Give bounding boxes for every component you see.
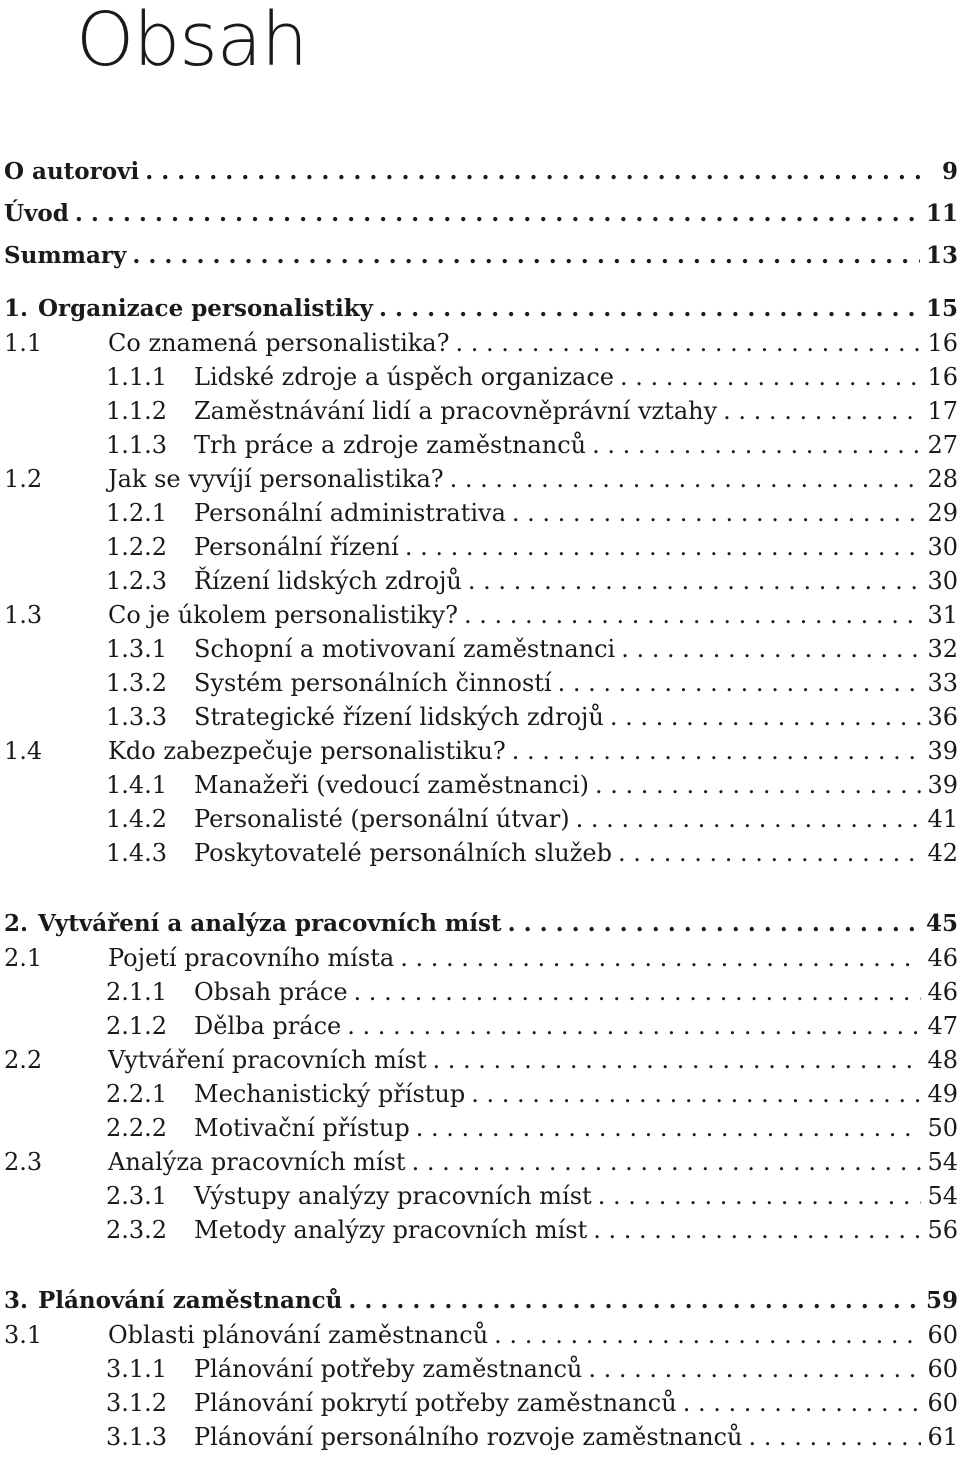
dot-leader <box>433 1043 922 1077</box>
dot-leader <box>592 428 921 462</box>
toc-entry-label: Personální řízení <box>194 533 399 561</box>
toc-entry-number: 1.3.2 <box>106 669 168 697</box>
toc-entry-label: Zaměstnávání lidí a pracovněprávní vztahy <box>194 397 718 425</box>
toc-entry-page: 46 <box>927 978 958 1006</box>
toc-entry-label: Metody analýzy pracovních míst <box>194 1216 588 1244</box>
toc-entry-label: Systém personálních činností <box>194 669 552 697</box>
dot-leader <box>354 975 922 1009</box>
toc-entry-number: 1.2.2 <box>106 533 168 561</box>
toc-entry[interactable] <box>4 1420 958 1454</box>
toc-entry-label: Co je úkolem personalistiky? <box>108 601 458 629</box>
toc-entry[interactable] <box>4 1077 958 1111</box>
toc-entry[interactable] <box>4 1213 958 1247</box>
toc-entry-page: 31 <box>927 601 958 629</box>
toc-entry-label: Trh práce a zdroje zaměstnanců <box>194 431 587 459</box>
toc-entry[interactable] <box>4 1043 958 1077</box>
toc-entry-page: 9 <box>941 158 958 185</box>
toc-entry-number: 2.1 <box>4 944 43 972</box>
toc-entry-page: 48 <box>927 1046 958 1074</box>
toc-entry-label: Kdo zabezpečuje personalistiku? <box>108 737 506 765</box>
toc-entry-label: Poskytovatelé personálních služeb <box>194 839 612 867</box>
toc-entry-label: Vytváření pracovních míst <box>108 1046 427 1074</box>
toc-entry-page: 15 <box>925 295 958 322</box>
toc-entry-page: 41 <box>927 805 958 833</box>
toc-entry-number: 2. <box>4 910 29 937</box>
toc-entry-page: 30 <box>927 567 958 595</box>
toc-entry[interactable] <box>4 530 958 564</box>
toc-entry[interactable] <box>4 155 958 189</box>
toc-entry-label: Mechanistický přístup <box>194 1080 466 1108</box>
toc-entry[interactable] <box>4 666 958 700</box>
toc-entry-number: 1.2.3 <box>106 567 168 595</box>
toc-entry[interactable] <box>4 394 958 428</box>
toc-entry[interactable] <box>4 975 958 1009</box>
toc-entry[interactable] <box>4 197 958 231</box>
toc-entry-page: 17 <box>927 397 958 425</box>
dot-leader <box>348 1284 920 1318</box>
toc-entry-page: 30 <box>927 533 958 561</box>
dot-leader <box>400 941 921 975</box>
toc-entry-page: 33 <box>927 669 958 697</box>
toc-entry-label: Summary <box>4 242 127 269</box>
toc-entry-page: 49 <box>927 1080 958 1108</box>
toc-entry-label: Obsah práce <box>194 978 348 1006</box>
toc-entry[interactable] <box>4 1145 958 1179</box>
toc-entry-number: 2.3.2 <box>106 1216 168 1244</box>
toc-entry[interactable] <box>4 428 958 462</box>
toc-entry-page: 60 <box>927 1389 958 1417</box>
toc-entry-number: 2.3.1 <box>106 1182 168 1210</box>
toc-entry[interactable] <box>4 836 958 870</box>
dot-leader <box>512 496 922 530</box>
toc-entry-page: 39 <box>927 771 958 799</box>
toc-entry[interactable] <box>4 700 958 734</box>
dot-leader <box>450 462 922 496</box>
dot-leader <box>464 598 921 632</box>
toc-entry[interactable] <box>4 1179 958 1213</box>
toc-entry-number: 1.2.1 <box>106 499 168 527</box>
toc-entry[interactable] <box>4 462 958 496</box>
dot-leader <box>132 239 920 273</box>
dot-leader <box>593 1213 921 1247</box>
toc-entry-page: 27 <box>927 431 958 459</box>
dot-leader <box>512 734 922 768</box>
toc-entry-page: 54 <box>927 1182 958 1210</box>
toc-entry-number: 1.3.1 <box>106 635 168 663</box>
dot-leader <box>471 1077 921 1111</box>
toc-entry-number: 1.4.1 <box>106 771 168 799</box>
toc-entry[interactable] <box>4 1352 958 1386</box>
toc-entry-number: 1.1.3 <box>106 431 168 459</box>
dot-leader <box>683 1386 922 1420</box>
toc-entry-number: 1.1 <box>4 329 43 357</box>
toc-entry[interactable] <box>4 1386 958 1420</box>
toc-entry-page: 47 <box>927 1012 958 1040</box>
dot-leader <box>379 292 920 326</box>
toc-entry[interactable] <box>4 292 958 326</box>
toc-entry[interactable] <box>4 802 958 836</box>
toc-entry-number: 3.1.2 <box>106 1389 168 1417</box>
toc-entry[interactable] <box>4 1009 958 1043</box>
dot-leader <box>621 632 921 666</box>
toc-entry[interactable] <box>4 326 958 360</box>
toc-entry[interactable] <box>4 360 958 394</box>
toc-entry-number: 1. <box>4 295 29 322</box>
toc-entry-number: 2.2.1 <box>106 1080 168 1108</box>
dot-leader <box>145 155 926 189</box>
toc-entry-label: Schopní a motivovaní zaměstnanci <box>194 635 616 663</box>
toc-entry[interactable] <box>4 941 958 975</box>
toc-entry[interactable] <box>4 632 958 666</box>
toc-entry-label: Plánování pokrytí potřeby zaměstnanců <box>194 1389 677 1417</box>
toc-entry-label: Lidské zdroje a úspěch organizace <box>194 363 614 391</box>
toc-entry[interactable] <box>4 496 958 530</box>
toc-entry-page: 39 <box>927 737 958 765</box>
toc-entry[interactable] <box>4 734 958 768</box>
dot-leader <box>576 802 922 836</box>
toc-entry-label: Plánování personálního rozvoje zaměstnanců <box>194 1423 743 1451</box>
dot-leader <box>494 1318 921 1352</box>
toc-entry-label: Oblasti plánování zaměstnanců <box>108 1321 489 1349</box>
toc-entry-page: 60 <box>927 1355 958 1383</box>
toc-entry[interactable] <box>4 1111 958 1145</box>
toc-entry-label: Personální administrativa <box>194 499 506 527</box>
toc-entry-page: 56 <box>927 1216 958 1244</box>
toc-entry-number: 3.1 <box>4 1321 43 1349</box>
dot-leader <box>610 700 922 734</box>
toc-entry-label: Organizace personalistiky <box>38 295 374 322</box>
dot-leader <box>416 1111 922 1145</box>
dot-leader <box>347 1009 921 1043</box>
page-title: Obsah <box>76 0 308 83</box>
toc-entry-page: 28 <box>927 465 958 493</box>
dot-leader <box>620 360 921 394</box>
toc-entry-number: 1.3.3 <box>106 703 168 731</box>
toc-entry-number: 1.4.2 <box>106 805 168 833</box>
toc-entry[interactable] <box>4 239 958 273</box>
toc-entry-page: 45 <box>925 910 958 937</box>
toc-entry-page: 13 <box>925 242 958 269</box>
toc-entry-label: Řízení lidských zdrojů <box>194 567 462 595</box>
toc-entry-page: 16 <box>927 363 958 391</box>
toc-entry-page: 54 <box>927 1148 958 1176</box>
toc-entry-number: 2.1.2 <box>106 1012 168 1040</box>
dot-leader <box>558 666 922 700</box>
dot-leader <box>723 394 921 428</box>
dot-leader <box>595 768 921 802</box>
toc-entry-label: Personalisté (personální útvar) <box>194 805 570 833</box>
dot-leader <box>748 1420 921 1454</box>
toc-entry-label: Plánování zaměstnanců <box>38 1287 343 1314</box>
toc-entry-page: 60 <box>927 1321 958 1349</box>
toc-entry-page: 16 <box>927 329 958 357</box>
toc-entry[interactable] <box>4 598 958 632</box>
dot-leader <box>618 836 922 870</box>
dot-leader <box>508 907 920 941</box>
toc-entry-number: 2.2.2 <box>106 1114 168 1142</box>
toc-entry-number: 2.3 <box>4 1148 43 1176</box>
toc-entry-page: 36 <box>927 703 958 731</box>
toc-entry-number: 1.4.3 <box>106 839 168 867</box>
toc-entry-number: 2.1.1 <box>106 978 168 1006</box>
dot-leader <box>75 197 920 231</box>
toc-entry-page: 61 <box>927 1423 958 1451</box>
dot-leader <box>405 530 922 564</box>
toc-entry-number: 1.1.2 <box>106 397 168 425</box>
toc-entry[interactable] <box>4 1318 958 1352</box>
toc-entry[interactable] <box>4 768 958 802</box>
toc-entry-label: Strategické řízení lidských zdrojů <box>194 703 604 731</box>
toc-entry-label: Vytváření a analýza pracovních míst <box>38 910 502 937</box>
toc-entry-label: Výstupy analýzy pracovních míst <box>194 1182 592 1210</box>
toc-entry-page: 32 <box>927 635 958 663</box>
toc-entry-page: 50 <box>927 1114 958 1142</box>
toc-entry-number: 1.2 <box>4 465 43 493</box>
toc-entry[interactable] <box>4 564 958 598</box>
toc-entry-label: Pojetí pracovního místa <box>108 944 395 972</box>
dot-leader <box>588 1352 921 1386</box>
toc-entry-number: 3.1.1 <box>106 1355 168 1383</box>
toc-entry-label: Analýza pracovních míst <box>108 1148 406 1176</box>
toc-entry-number: 3.1.3 <box>106 1423 168 1451</box>
toc-entry-label: Plánování potřeby zaměstnanců <box>194 1355 583 1383</box>
toc-entry-label: Jak se vyvíjí personalistika? <box>108 465 444 493</box>
dot-leader <box>412 1145 922 1179</box>
toc-entry-label: Úvod <box>4 200 69 227</box>
toc-entry-page: 42 <box>927 839 958 867</box>
toc-entry-page: 59 <box>925 1287 958 1314</box>
toc-entry-label: Dělba práce <box>194 1012 342 1040</box>
toc-entry-number: 1.3 <box>4 601 43 629</box>
toc-entry-number: 1.4 <box>4 737 43 765</box>
dot-leader <box>455 326 921 360</box>
toc-entry-page: 11 <box>925 200 958 227</box>
toc-entry-number: 1.1.1 <box>106 363 168 391</box>
toc-entry-page: 29 <box>927 499 958 527</box>
toc-entry-label: Co znamená personalistika? <box>108 329 450 357</box>
toc-entry-page: 46 <box>927 944 958 972</box>
dot-leader <box>468 564 922 598</box>
toc-entry-label: O autorovi <box>4 158 140 185</box>
toc-entry-number: 2.2 <box>4 1046 43 1074</box>
toc-entry-number: 3. <box>4 1287 29 1314</box>
dot-leader <box>598 1179 922 1213</box>
toc-entry-label: Manažeři (vedoucí zaměstnanci) <box>194 771 589 799</box>
toc-entry-label: Motivační přístup <box>194 1114 410 1142</box>
toc-entry[interactable] <box>4 1284 958 1318</box>
toc-entry[interactable] <box>4 907 958 941</box>
